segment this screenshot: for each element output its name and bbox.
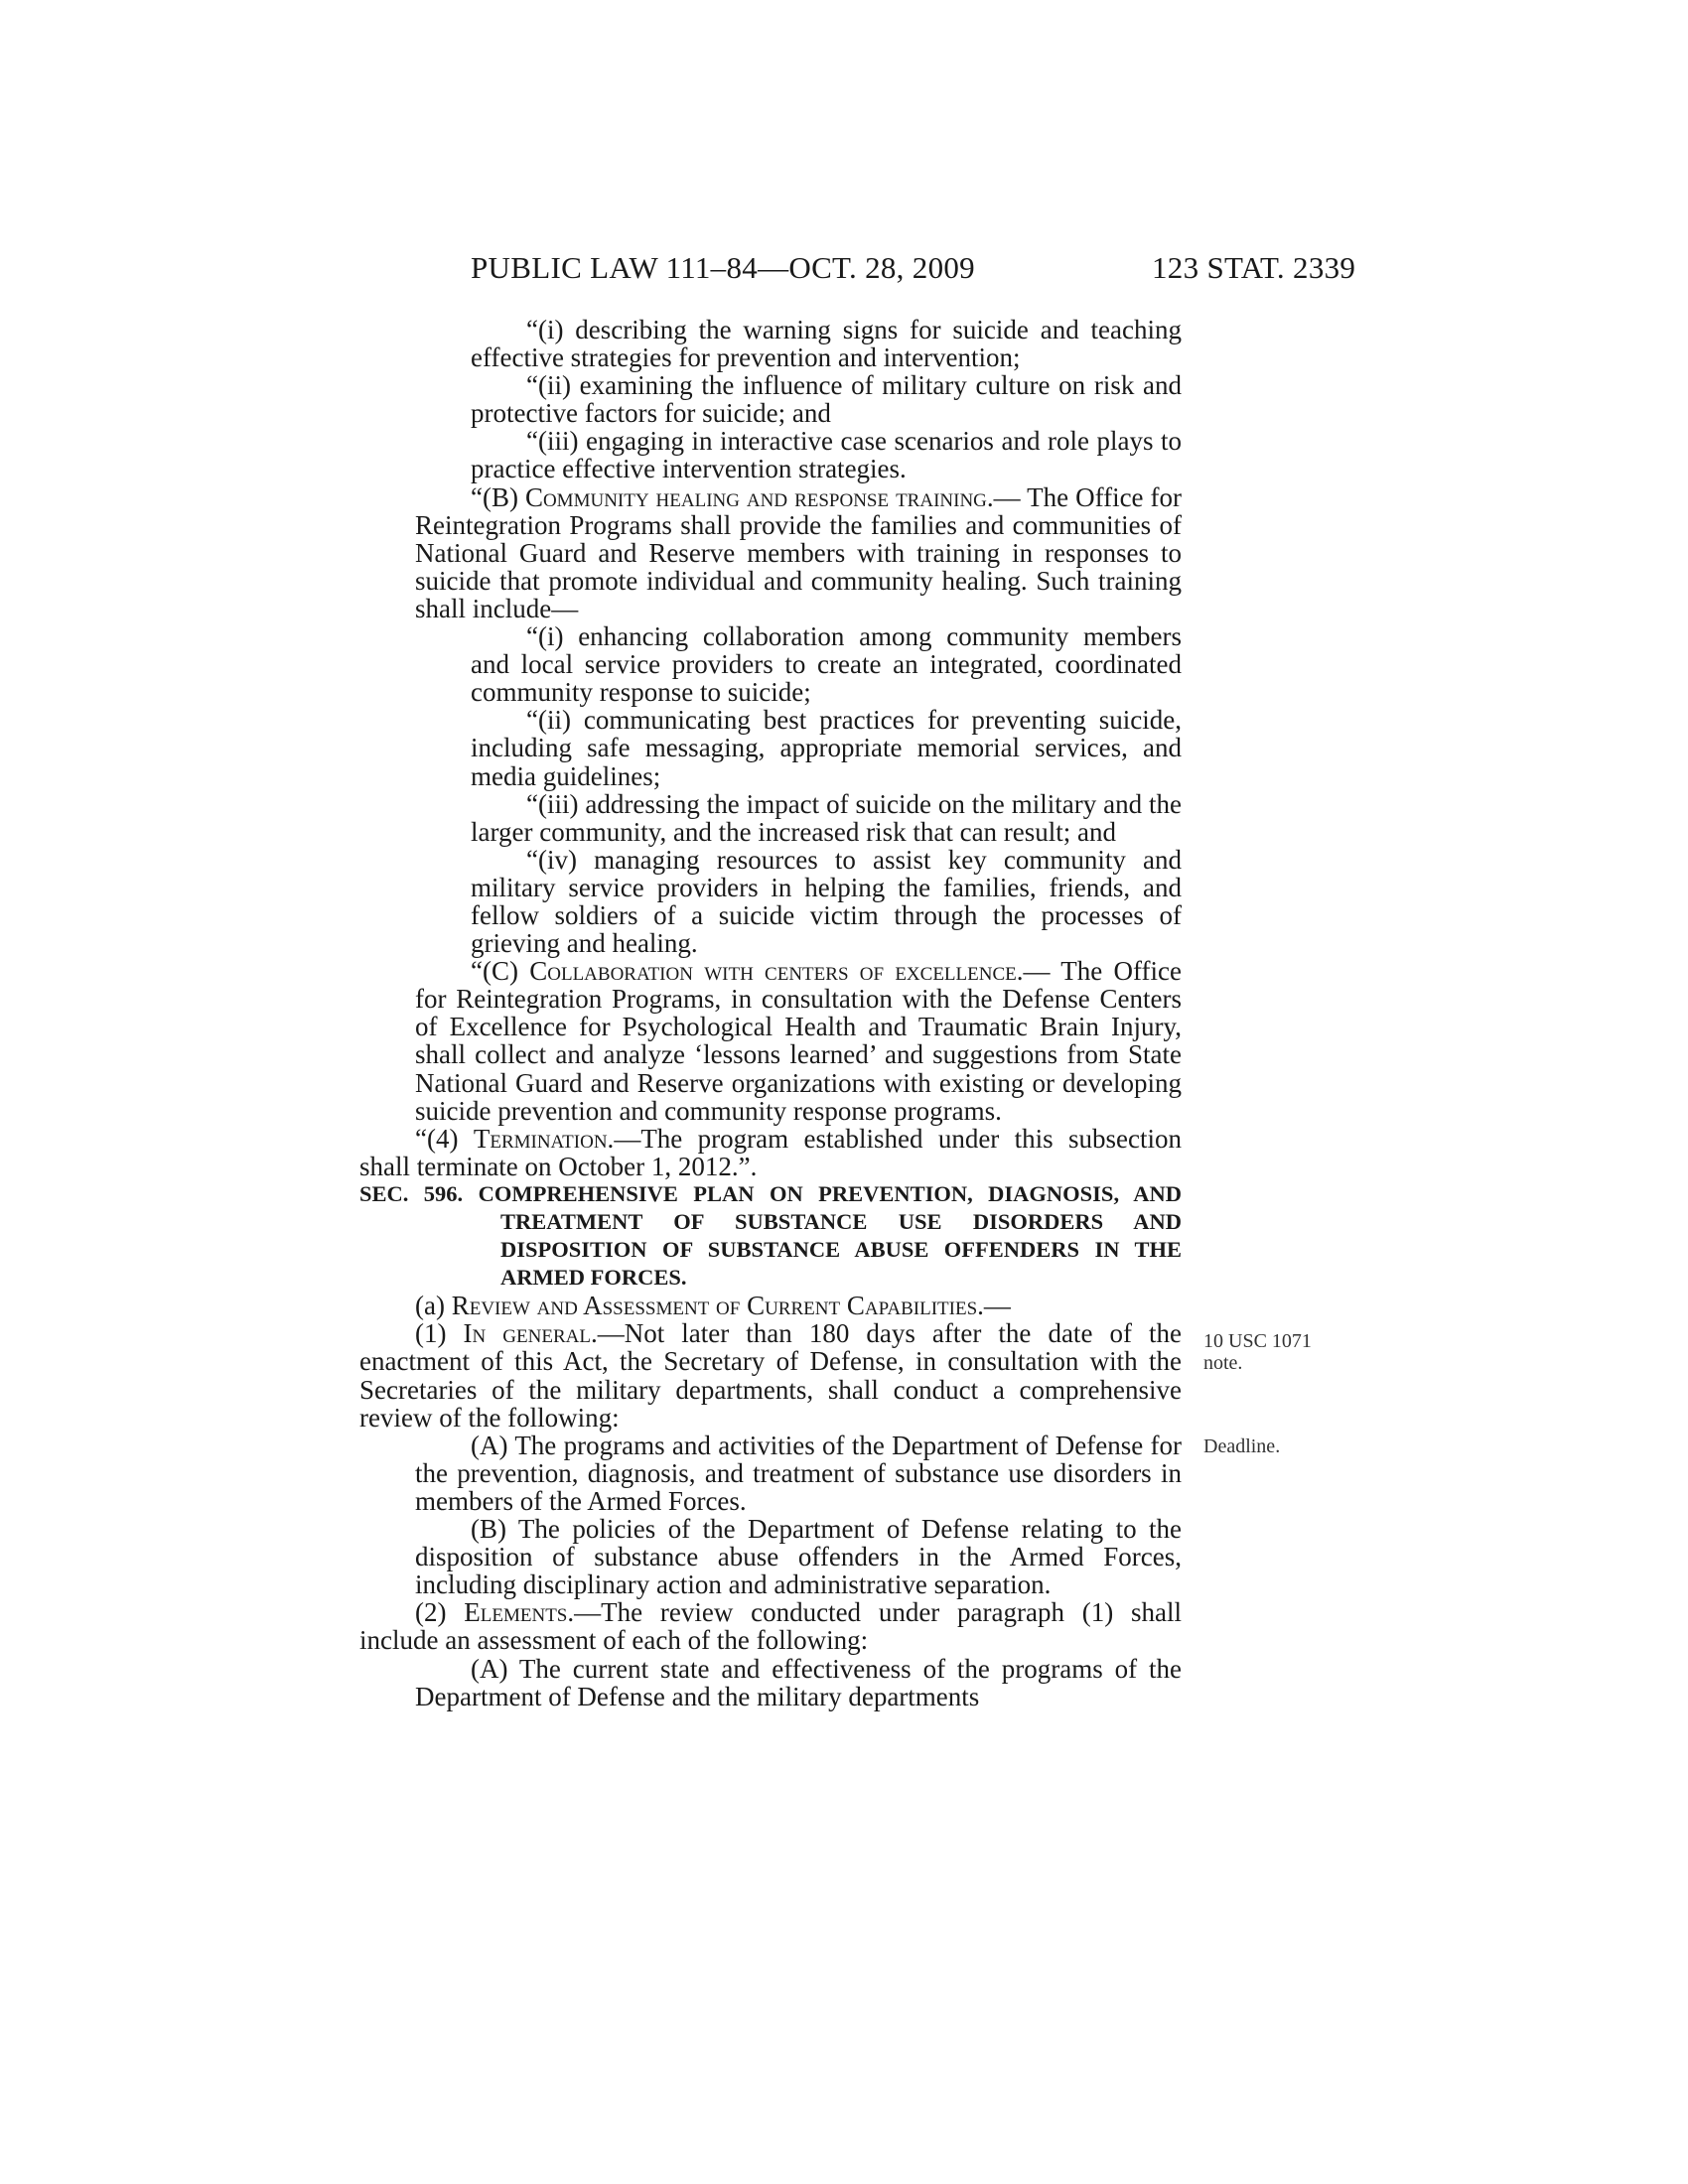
subparagraph-c-text: The Office for Reintegration Programs, in consultation with the Defense Centers of Excellence for Psychological Health and Traumatic Brain Injury, shall collect and analyze ‘lessons learned’ and suggestions from State National Guard and Reserve organizations with existing or developing suicide prevention and community response programs.	[415, 956, 1182, 1126]
clause-b-i: “(i) enhancing collaboration among community members and local service providers to create an integrated, coordinated community response to suicide;	[471, 621, 1182, 708]
subparagraph-c-heading: Collaboration with centers of excellence.—	[529, 956, 1051, 987]
margin-note-usc-line2: note.	[1203, 1352, 1243, 1374]
subparagraph-b-text: The Office for Reintegration Programs shall provide the families and communities of National Guard and Reserve members with training in responses to suicide that promote individual and community healing. Such training shall include—	[415, 481, 1182, 623]
paragraph-2-heading: Elements.	[464, 1597, 575, 1628]
paragraph-4-lead: “(4)	[415, 1123, 474, 1154]
paragraph-1-text: —Not later than 180 days after the date of the enactment of this Act, the Secretary of Defense, in consultation with the Secretaries of the military departments, shall conduct a comprehensive review of the following:	[359, 1318, 1183, 1433]
paragraph-2-text: —The review conducted under paragraph (1) shall include an assessment of each of the following:	[359, 1597, 1183, 1656]
paragraph-1-heading: In general.	[463, 1318, 598, 1349]
subparagraph-c	[359, 957, 1182, 1125]
margin-note-deadline: Deadline.	[1203, 1435, 1281, 1457]
subsection-a	[359, 1292, 1182, 1319]
subsection-a-lead: (a)	[415, 1291, 452, 1321]
paragraph-1-in-general	[359, 1319, 1182, 1431]
subparagraph-b-heading: Community healing and response training.—	[524, 481, 1021, 512]
running-header-title: PUBLIC LAW 111–84—OCT. 28, 2009	[471, 250, 975, 285]
paragraph-4-heading: Termination.	[473, 1123, 615, 1154]
clause-b-iii: “(iii) addressing the impact of suicide on the military and the larger community, and the increased risk that can result; and	[471, 788, 1182, 847]
paragraph-4-text: —The program established under this subsection shall terminate on October 1, 2012.”.	[359, 1123, 1183, 1181]
subparagraph-2a: (A) The current state and effectiveness of the programs of the Department of Defense and the military departments	[415, 1653, 1182, 1711]
margin-note-usc	[1203, 1330, 1312, 1374]
paragraph-4-termination	[359, 1125, 1182, 1180]
page-number: 123 STAT. 2339	[1152, 250, 1356, 285]
subsection-a-heading: Review and Assessment of Current Capabilities.—	[451, 1291, 1011, 1321]
clause-b-iv: “(iv) managing resources to assist key community and military service providers in helping the families, friends, and fellow soldiers of a suicide victim through the processes of grieving and healing.	[471, 844, 1182, 959]
paragraph-1-lead: (1)	[415, 1318, 464, 1349]
clause-ii: “(ii) examining the influence of military culture on risk and protective factors for suicide; and	[471, 370, 1182, 429]
subparagraph-1a: (A) The programs and activities of the Department of Defense for the prevention, diagnosis, and treatment of substance use disorders in members of the Armed Forces.	[415, 1430, 1182, 1516]
section-596-heading: SEC. 596. COMPREHENSIVE PLAN ON PREVENTION, DIAGNOSIS, AND TREATMENT OF SUBSTANCE USE DISORDERS AND DISPOSITION OF SUBSTANCE ABUSE OFFENDERS IN THE ARMED FORCES.	[359, 1180, 1182, 1291]
subparagraph-c-lead: “(C)	[471, 956, 530, 987]
subparagraph-b-lead: “(B)	[471, 481, 525, 512]
paragraph-2-lead: (2)	[415, 1597, 465, 1628]
paragraph-2-elements	[359, 1598, 1182, 1654]
subparagraph-1b: (B) The policies of the Department of Defense relating to the disposition of substance abuse offenders in the Armed Forces, including disciplinary action and administrative separation.	[415, 1514, 1182, 1600]
clause-iii: “(iii) engaging in interactive case scenarios and role plays to practice effective intervention strategies.	[471, 426, 1182, 484]
margin-note-usc-line1: 10 USC 1071	[1203, 1330, 1312, 1352]
clause-i: “(i) describing the warning signs for suicide and teaching effective strategies for prevention and intervention;	[471, 315, 1182, 373]
subparagraph-b	[359, 483, 1182, 622]
clause-b-ii: “(ii) communicating best practices for preventing suicide, including safe messaging, appropriate memorial services, and media guidelines;	[471, 705, 1182, 791]
text-column	[359, 316, 1182, 1710]
